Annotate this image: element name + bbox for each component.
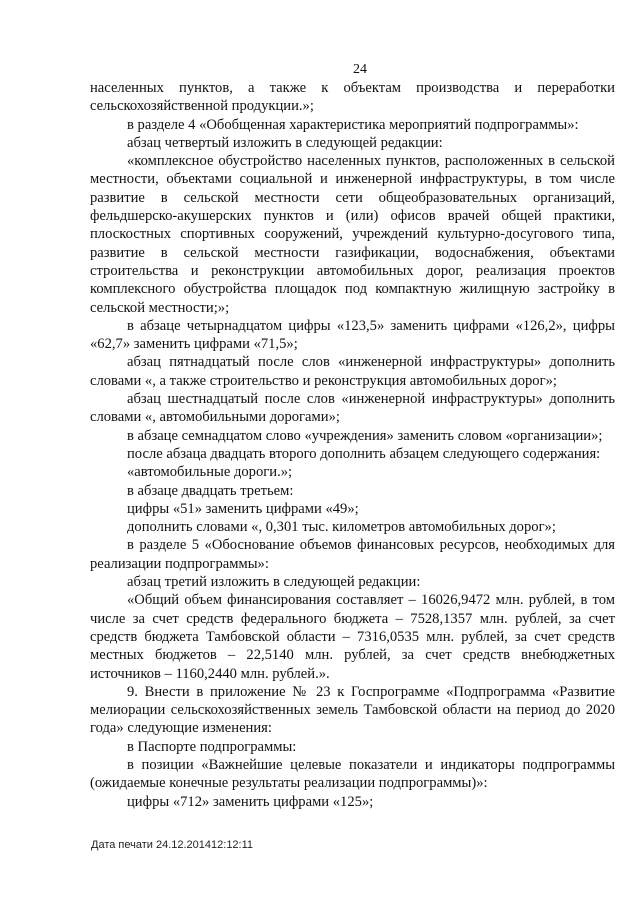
print-date-footer: Дата печати 24.12.201412:12:11 (91, 839, 254, 851)
paragraph: в абзаце четырнадцатом цифры «123,5» заменить цифрами «126,2», цифры «62,7» заменить цифрами «71,5»; (90, 317, 615, 353)
paragraph: 9. Внести в приложение № 23 к Госпрограмме «Подпрограмма «Развитие мелиорации сельскохозяйственных земель Тамбовской области на период до 2020 года» следующие изменения: (90, 683, 615, 737)
paragraph: в разделе 4 «Обобщенная характеристика мероприятий подпрограммы»: (127, 116, 579, 133)
paragraph: абзац шестнадцатый после слов «инженерной инфраструктуры» дополнить словами «, автомобильными дорогами»; (90, 391, 615, 426)
paragraph: в абзаце двадцать третьем: (127, 482, 294, 499)
paragraph: дополнить словами «, 0,301 тыс. километров автомобильных дорог»; (127, 519, 556, 536)
paragraph: абзац четвертый изложить в следующей редакции: (127, 134, 443, 151)
paragraph: «комплексное обустройство населенных пунктов, расположенных в сельской местности, объектами социальной и инженерной инфраструктуры, в том числе развитие в сельской местности сети общеобразовательных организаций, фельдшерско-акушерских пунктов и (или) офисов врачей общей практики, плоскостных спортивных сооружений, учреждений культурно-досугового типа, развитие в сельской местности газификации, водоснабжения, объектами строительства и реконструкции автомобильных дорог, реализация проектов комплексного обустройства площадок под компактную жилищную застройку в сельской местности;»; (90, 153, 615, 316)
paragraph: абзац пятнадцатый после слов «инженерной инфраструктуры» дополнить словами «, а также строительство и реконструкция автомобильных дорог»; (90, 354, 615, 389)
paragraph: в позиции «Важнейшие целевые показатели и индикаторы подпрограммы (ожидаемые конечные результаты реализации подпрограммы)»: (90, 756, 615, 792)
paragraph: цифры «712» заменить цифрами «125»; (127, 793, 374, 810)
document-body (90, 79, 615, 811)
paragraph: после абзаца двадцать второго дополнить абзацем следующего содержания: (127, 445, 601, 462)
page-number: 24 (353, 62, 367, 77)
paragraph: «автомобильные дороги.»; (127, 464, 293, 481)
paragraph: абзац третий изложить в следующей редакции: (127, 574, 421, 591)
paragraph: населенных пунктов, а также к объектам производства и переработки сельскохозяйственной продукции.»; (90, 80, 615, 115)
paragraph: «Общий объем финансирования составляет – 16026,9472 млн. рублей, в том числе за счет средств федерального бюджета – 7528,1357 млн. рублей, за счет средств бюджета Тамбовской области – 7316,0535 млн. рублей, за счет средств местных бюджетов – 22,5140 млн. рублей, за счет средств внебюджетных источников – 1160,2440 млн. рублей.». (90, 592, 615, 682)
paragraph: в Паспорте подпрограммы: (127, 738, 297, 755)
paragraph: цифры «51» заменить цифрами «49»; (127, 500, 359, 517)
paragraph: в абзаце семнадцатом слово «учреждения» заменить словом «организации»; (127, 427, 603, 444)
paragraph: в разделе 5 «Обоснование объемов финансовых ресурсов, необходимых для реализации подпрограммы»: (90, 537, 615, 572)
